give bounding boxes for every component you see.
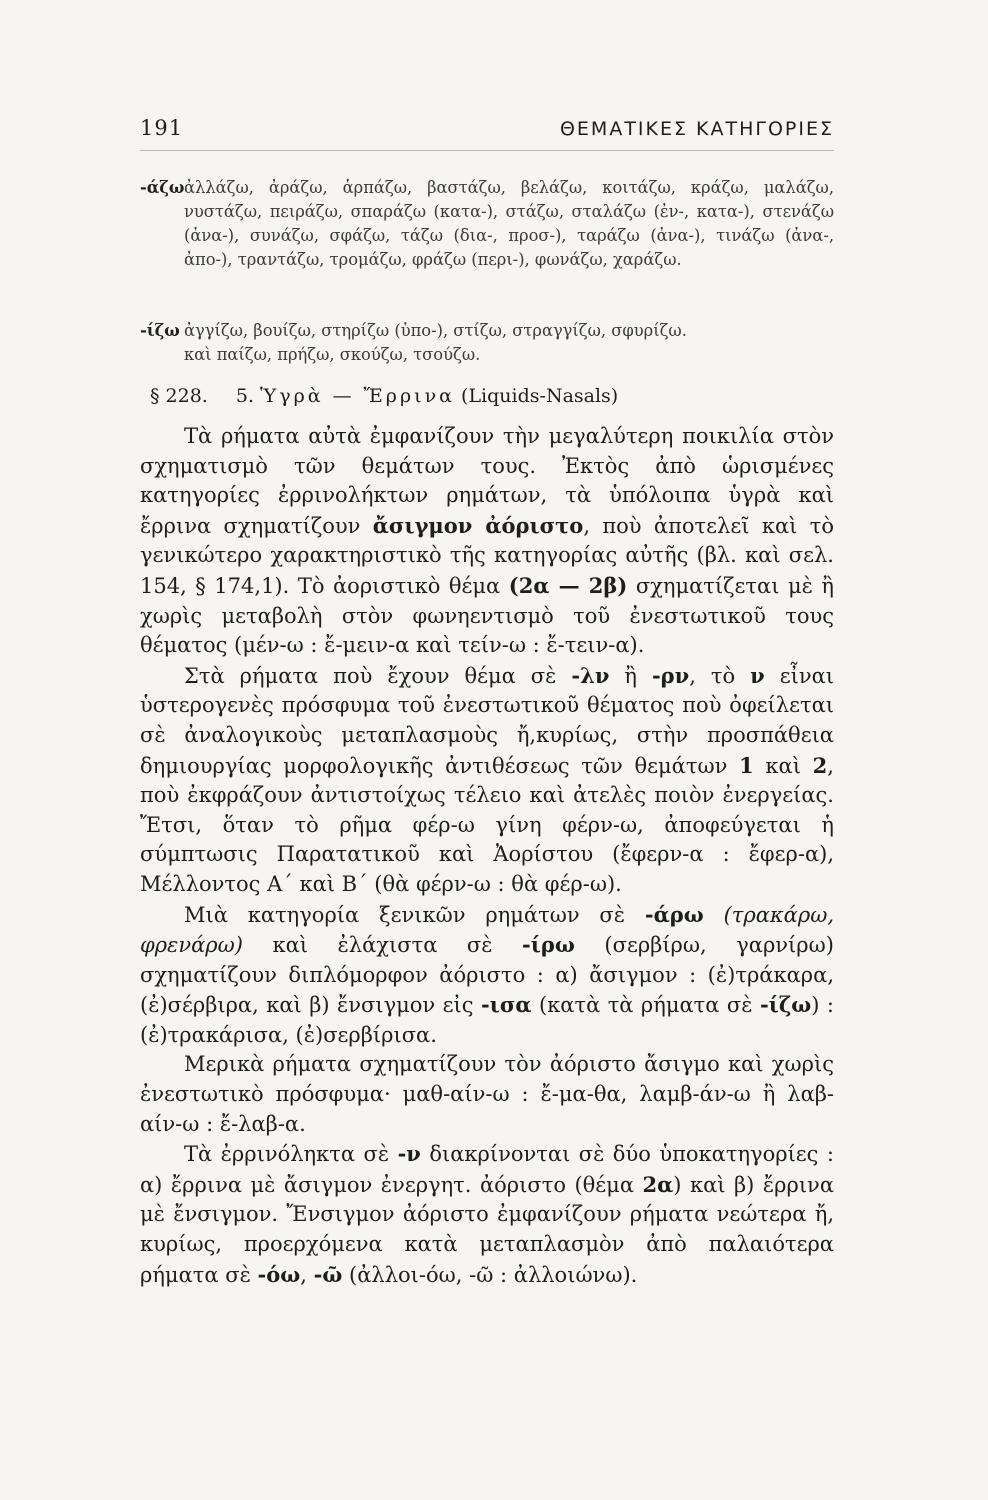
section-subtitle: (Liquids-Nasals): [461, 385, 619, 407]
page-header: [140, 116, 834, 148]
list-azo-text: ἀλλάζω, ἀράζω, ἁρπάζω, βαστάζω, βελάζω, κοιτάζω, κράζω, μαλάζω, νυστάζω, πειράζω, σπαράζω (κατα-), στάζω, σταλάζω (ἐν-, κατα-), στενάζω (ἀνα-), συνάζω, σφάζω, τάζω (δια-, προσ-), ταράζω (ἀνα-), τινάζω (ἀνα-, ἀπο-), τραντάζω, τρομάζω, φράζω (περι-), φωνάζω, χαράζω.: [184, 178, 834, 269]
paragraph-3: Μιὰ κατηγορία ξενικῶν ρημάτων σὲ -άρω (τρακάρω, φρενάρω) καὶ ἐλάχιστα σὲ -ίρω (σερβίρω, γαρνίρω) σχηματίζουν διπλόμορφον ἀόριστο : α) ἄσιγμον : (ἐ)τράκαρα, (ἐ)σέρβιρα, καὶ β) ἔνσιγμον εἰς -ισα (κατὰ τὰ ρήματα σὲ -ίζω) : (ἐ)τρακάρισα, (ἐ)σερβίρισα.: [140, 901, 835, 1047]
section-item: 5.: [235, 385, 254, 407]
list-izo-text: ἀγγίζω, βουίζω, στηρίζω (ὑπο-), στίζω, στραγγίζω, σφυρίζω.: [184, 321, 687, 340]
paragraph-1: Τὰ ρήματα αὐτὰ ἐμφανίζουν τὴν μεγαλύτερη ποικιλία στὸν σχηματισμὸ τῶν θεμάτων τους. Ἐκτὸς ἀπὸ ὡρισμένες κατηγορίες ἐρρινολήκτων ρημάτων, τὰ ὑπόλοιπα ὑγρὰ καὶ ἔρρινα σχηματίζουν ἄσιγμον ἀόριστο, ποὺ ἀποτελεῖ καὶ τὸ γενικώτερο χαρακτηριστικὸ τῆς κατηγορίας αὐτῆς (βλ. καὶ σελ. 154, § 174,1). Τὸ ἀοριστικὸ θέμα (2α — 2β) σχηματίζεται μὲ ἢ χωρὶς μεταβολὴ στὸν φωνηεντισμὸ τοῦ ἐνεστωτικοῦ τους θέματος (μέν-ω : ἔ-μειν-α καὶ τείν-ω : ἔ-τειν-α).: [140, 424, 835, 658]
page-number: 191: [140, 116, 184, 140]
section-number: § 228.: [150, 385, 208, 407]
paragraph-5: Τὰ ἐρρινόληκτα σὲ -ν διακρίνονται σὲ δύο ὑποκατηγορίες : α) ἔρρινα μὲ ἄσιγμον ἐνεργητ. ἀόριστο (θέμα 2α) καὶ β) ἔρρινα μὲ ἔνσιγμον. Ἔνσιγμον ἀόριστο ἐμφανίζουν ρήματα νεώτερα ἤ, κυρίως, προερχόμενα κατὰ μεταπλασμὸν ἀπὸ παλαιότερα ρήματα σὲ -όω, -ῶ (ἀλλοι-όω, -ῶ : ἀλλοιώνω).: [140, 1141, 834, 1287]
paragraph-2: Στὰ ρήματα ποὺ ἔχουν θέμα σὲ -λν ἢ -ρν, τὸ ν εἶναι ὑστερογενὲς πρόσφυμα τοῦ ἐνεστωτικοῦ θέματος ποὺ ὀφείλεται σὲ ἀναλογικοὺς μεταπλασμοὺς ἤ,κυρίως, στὴν προσπάθεια δημιουργίας μορφολογικῆς ἀντιθέσεως τῶν θεμάτων 1 καὶ 2, ποὺ ἐκφράζουν ἀντιστοίχως τέλειο καὶ ἀτελὲς ποιὸν ἐνεργείας. Ἔτσι, ὅταν τὸ ρῆμα φέρ-ω γίνη φέρν-ω, ἀποφεύγεται ἡ σύμπτωσις Παρατατικοῦ καὶ Ἀορίστου (ἔφερν-α : ἔφερ-α), Μέλλοντος Α΄ καὶ Β΄ (θὰ φέρν-ω : θὰ φέρ-ω).: [140, 662, 834, 896]
section-title: Ὑγρὰ — Ἔρρινα: [260, 385, 455, 407]
main-text: [140, 422, 834, 1290]
list-izo: [140, 319, 840, 367]
list-izo-label: -ίζω: [140, 321, 180, 340]
list-azo: [140, 176, 840, 272]
section-heading: [150, 385, 618, 407]
running-title: ΘΕΜΑΤΙΚΕΣ ΚΑΤΗΓΟΡΙΕΣ: [559, 118, 834, 140]
list-azo-label: -άζω: [140, 178, 185, 197]
header-rule: [140, 150, 834, 151]
list-izo-text2: καὶ παίζω, πρήζω, σκούζω, τσούζω.: [184, 345, 481, 364]
paragraph-4: Μερικὰ ρήματα σχηματίζουν τὸν ἀόριστο ἄσιγμο καὶ χωρὶς ἐνεστωτικὸ πρόσφυμα· μαθ-αίν-ω : ἔ-μα-θα, λαμβ-άν-ω ἢ λαβ-αίν-ω : ἔ-λαβ-α.: [140, 1052, 834, 1136]
